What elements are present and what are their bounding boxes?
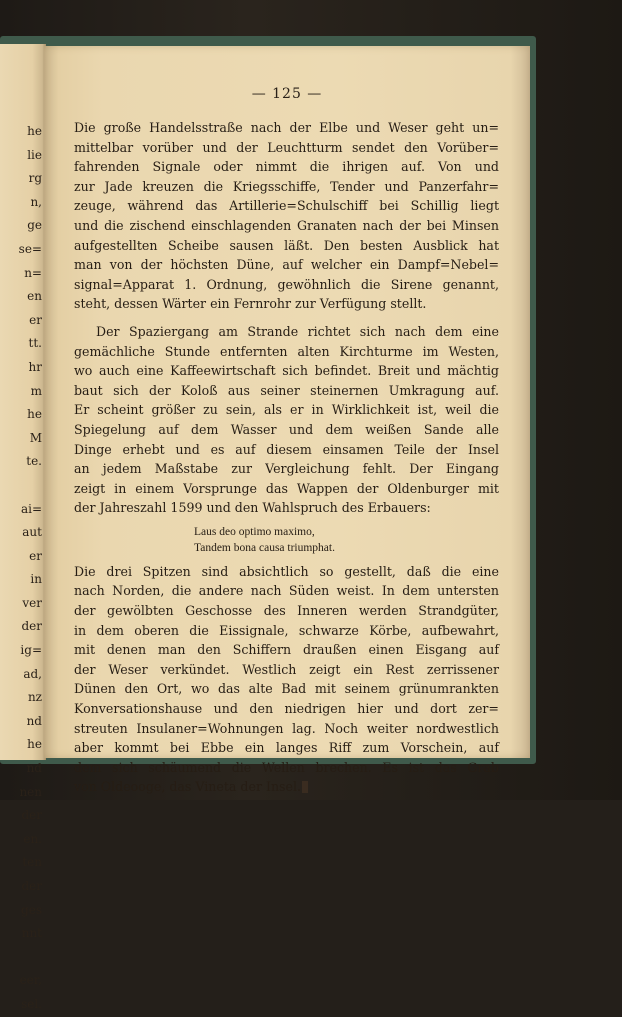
left-fragment: rg <box>28 171 42 186</box>
left-fragment: nd <box>26 761 42 776</box>
left-fragment: aut <box>22 525 42 540</box>
paragraph1-line: aufgestellten Scheibe sausen läßt. Den besten Ausblick hat <box>74 237 499 253</box>
paragraph3-line: mit denen man den Schiffern draußen einen Eisgang auf <box>74 642 499 658</box>
paragraph2-line: Der Spaziergang am Strande richtet sich nach dem eine <box>96 323 499 339</box>
paragraph2-line: baut sich der Koloß aus seiner steinernen Umkragung auf. <box>74 382 499 398</box>
paragraph-2 <box>74 322 499 518</box>
left-fragment: der <box>21 879 42 893</box>
left-fragment: n= <box>24 265 42 280</box>
paragraph3-line: in dem oberen die Eissignale, schwarze Körbe, aufbewahrt, <box>74 622 499 638</box>
left-fragment: ai= <box>20 501 42 516</box>
left-fragment <box>0 946 42 970</box>
left-fragment: nz <box>27 690 42 705</box>
left-fragment: te. <box>26 454 42 469</box>
paragraph1-line: mittelbar vorüber und der Leuchtturm sendet den Vorüber= <box>74 139 499 155</box>
left-fragment: ig= <box>20 643 42 658</box>
left-fragment: der <box>21 808 42 823</box>
motto-line: Tandem bona causa triumphat. <box>194 541 335 554</box>
paragraph1-line: zeuge, während das Artillerie=Schulschiff bei Schillig liegt <box>74 198 499 214</box>
paragraph3-line: Dünen den Ort, wo das alte Bad mit seinem grünumrankten <box>74 681 499 697</box>
paragraph2-line: wo auch eine Kaffeewirtschaft sich befindet. Breit und mächtig <box>74 363 499 379</box>
motto-quote <box>74 524 499 556</box>
paragraph1-line: man von der höchsten Düne, auf welcher ein Dampf=Nebel= <box>74 257 499 273</box>
paragraph2-line: gemächliche Stunde entfernten alten Kirchturme im Westen, <box>74 343 499 359</box>
paragraph3-line: streuten Insulaner=Wohnungen lag. Noch weiter nordwestlich <box>74 720 499 736</box>
left-fragment: in <box>30 572 42 587</box>
paragraph1-line: und die zischend einschlagenden Granaten nach der bei Minsen <box>74 217 499 233</box>
left-fragment: lie <box>27 147 42 162</box>
left-fragment: hr <box>28 359 42 374</box>
paragraph1-line: signal=Apparat 1. Ordnung, gewöhnlich die Sirene genannt, <box>74 276 499 292</box>
paragraph3-line: Die drei Spitzen sind absichtlich so gestellt, daß die eine <box>74 563 499 579</box>
body-text <box>74 118 499 797</box>
left-fragment: ten <box>22 855 42 870</box>
left-fragment: nd <box>26 713 42 728</box>
paragraph-1 <box>74 118 499 314</box>
left-fragment: er <box>29 312 42 327</box>
paragraph1-line: zur Jade kreuzen die Kriegsschiffe, Tender und Panzerfahr= <box>74 178 499 194</box>
left-fragment: en <box>27 289 42 304</box>
paragraph1-line: fahrenden Signale oder nimmt die ihrigen auf. Von und <box>74 159 499 175</box>
ink-mark <box>302 781 308 793</box>
left-fragment: eer, <box>19 973 42 988</box>
paragraph3-line: der Weser verkündet. Westlich zeigt ein Rest zerrissener <box>74 661 499 677</box>
paragraph1-line: Die große Handelsstraße nach der Elbe und Weser geht un= <box>74 120 499 135</box>
left-fragment: he <box>27 124 42 138</box>
left-fragment: er <box>29 548 42 563</box>
paragraph3-line: der gewölbten Geschosse des Inneren werden Strandgüter, <box>74 603 499 619</box>
left-fragment: tt. <box>28 336 42 351</box>
paragraph-3 <box>74 562 499 797</box>
left-fragment <box>0 474 42 498</box>
left-fragment: m <box>30 383 42 398</box>
paragraph2-line: zeigt in einem Vorsprunge das Wappen der Oldenburger mit <box>74 480 499 496</box>
left-fragment: ge <box>27 218 42 233</box>
paragraph3-line: nach Norden, die andere nach Süden weist. In dem untersten <box>74 583 499 599</box>
left-page <box>0 44 46 1011</box>
paragraph2-line: Spiegelung auf dem Wasser und dem weißen Sande alle <box>74 421 499 437</box>
paragraph2-line: der Jahreszahl 1599 und den Wahlspruch des Erbauers: <box>74 500 431 516</box>
left-fragment: ver <box>22 595 42 610</box>
paragraph3-line: aber kommt bei Ebbe ein langes Riff zum Vorschein, auf <box>74 740 499 756</box>
page-number: — 125 — <box>251 86 323 102</box>
paragraph3-line: Konversationshause und den niedrigen hier und dort zer= <box>74 701 499 717</box>
paragraph3-line: von Oldeooge, das Vineta der Insel. <box>74 777 499 797</box>
paragraph3-line: dem sich schäumend die Wellen brechen. Es ist das Grab <box>74 759 499 775</box>
left-fragment: der <box>21 619 42 634</box>
left-fragment: n, <box>30 194 42 209</box>
left-fragment: en. <box>23 831 42 846</box>
motto-line: Laus deo optimo maximo, <box>194 525 315 538</box>
left-fragment: sel. <box>21 996 42 1011</box>
left-fragment: M <box>29 430 42 445</box>
left-fragment: ad, <box>23 666 42 681</box>
paragraph1-line: steht, dessen Wärter ein Fernrohr zur Verfügung stellt. <box>74 296 427 312</box>
right-page <box>44 46 530 795</box>
left-fragment: ges <box>21 902 42 917</box>
paragraph2-line: Er scheint größer zu sein, als er in Wirklichkeit ist, weil die <box>74 402 499 418</box>
left-fragment: nnt <box>21 926 42 941</box>
left-fragment: he <box>27 737 42 752</box>
left-fragment: he <box>27 407 42 422</box>
paragraph2-line: Dinge erhebt und es auf diesem einsamen Teile der Insel <box>74 441 499 457</box>
left-fragment: nen <box>19 784 42 799</box>
paragraph2-line: an jedem Maßstabe zur Vergleichung fehlt. Der Eingang <box>74 461 499 477</box>
left-page-text-fragments <box>0 120 42 1017</box>
left-fragment: se= <box>18 241 42 256</box>
